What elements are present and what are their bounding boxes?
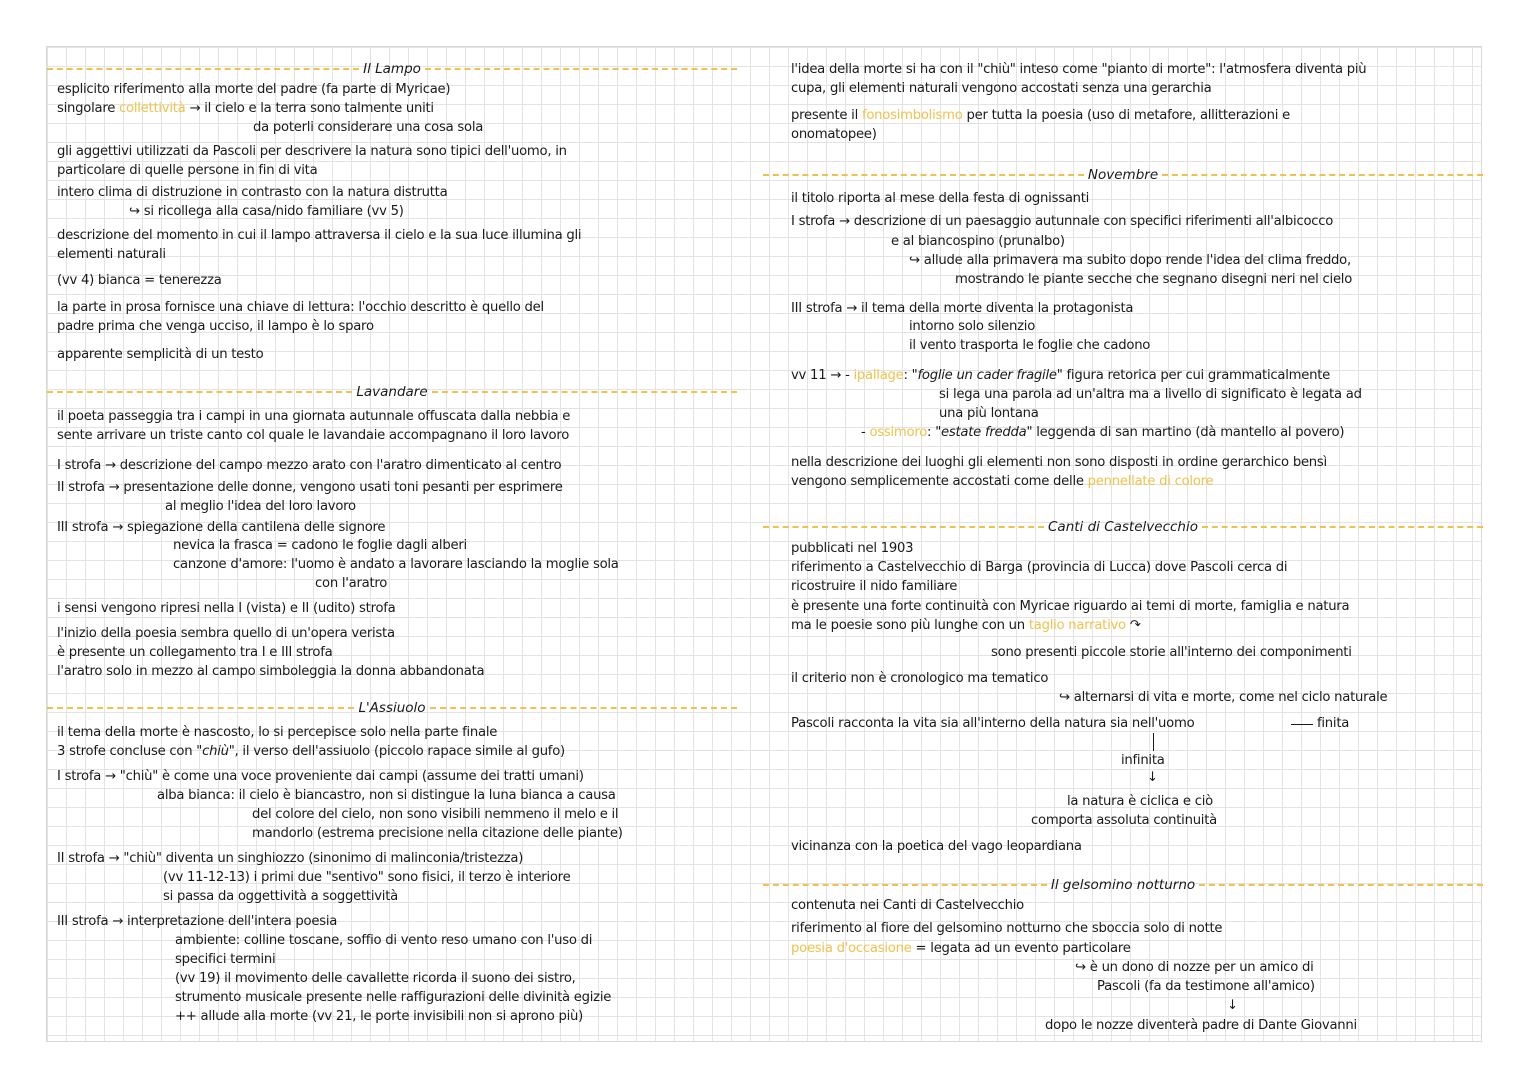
text-line: ↪ allude alla primavera ma subito dopo rende l'idea del clima freddo, — [909, 253, 1351, 268]
text-line: una più lontana — [939, 406, 1039, 421]
text-line: ↪ si ricollega alla casa/nido familiare (vv 5) — [129, 204, 404, 219]
text-line: ↪ è un dono di nozze per un amico di — [1075, 960, 1314, 975]
hook-arrow-icon: ↪ — [129, 204, 140, 219]
text-line: il criterio non è cronologico ma tematico — [791, 671, 1049, 686]
hook-arrow-icon: ↪ — [909, 253, 920, 268]
text-line: riferimento a Castelvecchio di Barga (provincia di Lucca) dove Pascoli cerca di — [791, 560, 1288, 575]
text-line: nevica la frasca = cadono le foglie dagli alberi — [173, 538, 467, 553]
text-line: III strofa → il tema della morte diventa la protagonista — [791, 301, 1134, 316]
highlight-term: fonosimbolismo — [861, 108, 963, 123]
connector-line — [1153, 733, 1154, 751]
text-line: il poeta passeggia tra i campi in una giornata autunnale offuscata dalla nebbia e — [57, 409, 571, 424]
text-line: vicinanza con la poetica del vago leopardiana — [791, 839, 1082, 854]
text-line: contenuta nei Canti di Castelvecchio — [791, 898, 1024, 913]
arrow-icon: → — [189, 101, 201, 116]
text-line: poesia d'occasione = legata ad un evento particolare — [791, 941, 1131, 956]
text-line: ma le poesie sono più lunghe con un taglio narrativo ↷ — [791, 618, 1141, 633]
text-line: la parte in prosa fornisce una chiave di lettura: l'occhio descritto è quello del — [57, 300, 544, 315]
text-line: II strofa → presentazione delle donne, vengono usati toni pesanti per esprimere — [57, 480, 563, 495]
section-header-novembre — [763, 166, 1483, 184]
text-line: dopo le nozze diventerà padre di Dante Giovanni — [1045, 1018, 1357, 1033]
text-line: elementi naturali — [57, 247, 166, 262]
section-title: L'Assiuolo — [358, 700, 426, 716]
text-line: I strofa → descrizione del campo mezzo arato con l'aratro dimenticato al centro — [57, 458, 562, 473]
text-line: 3 strofe concluse con "chiù", il verso dell'assiuolo (piccolo rapace simile al gufo) — [57, 744, 565, 759]
text-line: sono presenti piccole storie all'interno dei componimenti — [991, 645, 1352, 660]
text-line: ↪ alternarsi di vita e morte, come nel ciclo naturale — [1059, 690, 1388, 705]
text-line: è presente una forte continuità con Myricae riguardo ai temi di morte, famiglia e natura — [791, 599, 1350, 614]
text-line: del colore del cielo, non sono visibili nemmeno il melo e il — [252, 807, 619, 822]
text-line: ricostruire il nido familiare — [791, 579, 958, 594]
text-line: intorno solo silenzio — [909, 319, 1036, 334]
text-line: (vv 4) bianca = tenerezza — [57, 273, 222, 288]
connector-line — [1291, 724, 1313, 725]
text-line: singolare collettività → il cielo e la terra sono talmente uniti — [57, 101, 434, 116]
text-line: è presente un collegamento tra I e III strofa — [57, 645, 333, 660]
arrow-icon: → — [108, 851, 120, 866]
text-line: nella descrizione dei luoghi gli elementi non sono disposti in ordine gerarchico bensì — [791, 455, 1327, 470]
text-line: canzone d'amore: l'uomo è andato a lavorare lasciando la moglie sola — [173, 557, 619, 572]
section-title: Il gelsomino notturno — [1050, 877, 1196, 893]
arrow-icon: → — [105, 769, 116, 784]
text-line: sente arrivare un triste canto col quale le lavandaie accompagnano il loro lavoro — [57, 428, 570, 443]
text-line: mostrando le piante secche che segnano disegni neri nel cielo — [955, 272, 1353, 287]
arrow-icon: → — [830, 368, 842, 383]
hook-arrow-icon: ↪ — [1075, 960, 1086, 975]
text-line: Pascoli racconta la vita sia all'interno della natura sia nell'uomo — [791, 716, 1195, 731]
text-line: il titolo riporta al mese della festa di ognissanti — [791, 191, 1090, 206]
text-line: al meglio l'idea del loro lavoro — [165, 499, 356, 514]
text-line: onomatopee) — [791, 127, 877, 142]
arrow-icon: → — [839, 214, 850, 229]
highlight-term: ipallage — [853, 368, 904, 383]
section-title: Novembre — [1087, 167, 1159, 183]
highlight-term: poesia d'occasione — [791, 941, 912, 956]
text-line: i sensi vengono ripresi nella I (vista) e II (udito) strofa — [57, 601, 396, 616]
text-line: finita — [1317, 716, 1350, 731]
hook-arrow-icon: ↪ — [1059, 690, 1070, 705]
section-header-lampo — [47, 60, 737, 78]
text-line: alba bianca: il cielo è biancastro, non si distingue la luna bianca a causa — [157, 788, 616, 803]
text-line: ambiente: colline toscane, soffio di vento reso umano con l'uso di — [175, 933, 593, 948]
section-header-gelsomino — [763, 876, 1483, 894]
text-line: cupa, gli elementi naturali vengono accostati senza una gerarchia — [791, 81, 1212, 96]
text-line: pubblicati nel 1903 — [791, 541, 914, 556]
section-title: Canti di Castelvecchio — [1048, 519, 1198, 535]
text-line: III strofa → spiegazione della cantilena delle signore — [57, 520, 386, 535]
text-line: I strofa → "chiù" è come una voce proveniente dai campi (assume dei tratti umani) — [57, 769, 584, 784]
text-line: - ossimoro: "estate fredda" leggenda di san martino (dà mantello al povero) — [861, 425, 1345, 440]
section-header-canti — [763, 518, 1483, 536]
text-line: gli aggettivi utilizzati da Pascoli per descrivere la natura sono tipici dell'uomo, in — [57, 144, 567, 159]
text-line: il tema della morte è nascosto, lo si percepisce solo nella parte finale — [57, 725, 498, 740]
text-line: e al biancospino (prunalbo) — [891, 234, 1065, 249]
section-title: Il Lampo — [363, 61, 421, 77]
text-line: riferimento al fiore del gelsomino notturno che sboccia solo di notte — [791, 921, 1223, 936]
arrow-icon: → — [112, 520, 124, 535]
text-line: I strofa → descrizione di un paesaggio autunnale con specifici riferimenti all'albicocco — [791, 214, 1334, 229]
text-line: il vento trasporta le foglie che cadono — [909, 338, 1151, 353]
section-header-lavandare — [47, 383, 737, 401]
text-line: la natura è ciclica e ciò — [1067, 794, 1213, 809]
down-arrow-icon: ↓ — [1147, 770, 1158, 785]
text-line: presente il fonosimbolismo per tutta la poesia (uso di metafore, allitterazioni e — [791, 108, 1290, 123]
section-header-assiuolo — [47, 699, 737, 717]
curved-arrow-icon: ↷ — [1129, 618, 1141, 633]
arrow-icon: → — [846, 301, 858, 316]
text-line: comporta assoluta continuità — [1031, 813, 1217, 828]
text-line: III strofa → interpretazione dell'intera poesia — [57, 914, 338, 929]
highlight-term: collettività — [119, 101, 186, 116]
arrow-icon: → — [105, 458, 116, 473]
text-line: (vv 11-12-13) i primi due "sentivo" sono fisici, il terzo è interiore — [163, 870, 571, 885]
notes-sheet — [46, 46, 1482, 1042]
text-line: mandorlo (estrema precisione nella citazione delle piante) — [252, 826, 623, 841]
text-line: ++ allude alla morte (vv 21, le porte invisibili non si aprono più) — [175, 1009, 583, 1024]
text-line: da poterli considerare una cosa sola — [253, 120, 484, 135]
text-line: infinita — [1121, 753, 1165, 768]
text-line: vengono semplicemente accostati come delle pennellate di colore — [791, 474, 1214, 489]
text-line: l'inizio della poesia sembra quello di un'opera verista — [57, 626, 395, 641]
text-line: esplicito riferimento alla morte del padre (fa parte di Myricae) — [57, 82, 451, 97]
text-line: particolare di quelle persone in fin di vita — [57, 163, 318, 178]
highlight-term: pennellate di colore — [1087, 474, 1214, 489]
text-line: (vv 19) il movimento delle cavallette ricorda il suono dei sistro, — [175, 971, 576, 986]
text-line: padre prima che venga ucciso, il lampo è lo sparo — [57, 319, 374, 334]
text-line: con l'aratro — [315, 576, 388, 591]
text-line: intero clima di distruzione in contrasto con la natura distrutta — [57, 185, 448, 200]
text-line: descrizione del momento in cui il lampo attraversa il cielo e la sua luce illumina gli — [57, 228, 582, 243]
text-line: si passa da oggettività a soggettività — [163, 889, 398, 904]
text-line: si lega una parola ad un'altra ma a livello di significato è legata ad — [939, 387, 1362, 402]
text-line: apparente semplicità di un testo — [57, 347, 264, 362]
text-line: Pascoli (fa da testimone all'amico) — [1097, 979, 1315, 994]
section-title: Lavandare — [356, 384, 428, 400]
down-arrow-icon: ↓ — [1227, 998, 1238, 1013]
text-line: vv 11 → - ipallage: "foglie un cader fragile" figura retorica per cui grammaticalmente — [791, 368, 1330, 383]
text-line: l'idea della morte si ha con il "chiù" inteso come "pianto di morte": l'atmosfera diventa più — [791, 62, 1367, 77]
text-line: strumento musicale presente nelle raffigurazioni delle divinità egizie — [175, 990, 612, 1005]
text-line: II strofa → "chiù" diventa un singhiozzo (sinonimo di malinconia/tristezza) — [57, 851, 524, 866]
arrow-icon: → — [112, 914, 124, 929]
text-line: specifici termini — [175, 952, 276, 967]
text-line: l'aratro solo in mezzo al campo simboleggia la donna abbandonata — [57, 664, 485, 679]
highlight-term: ossimoro — [869, 425, 928, 440]
arrow-icon: → — [108, 480, 120, 495]
highlight-term: taglio narrativo — [1028, 618, 1126, 633]
